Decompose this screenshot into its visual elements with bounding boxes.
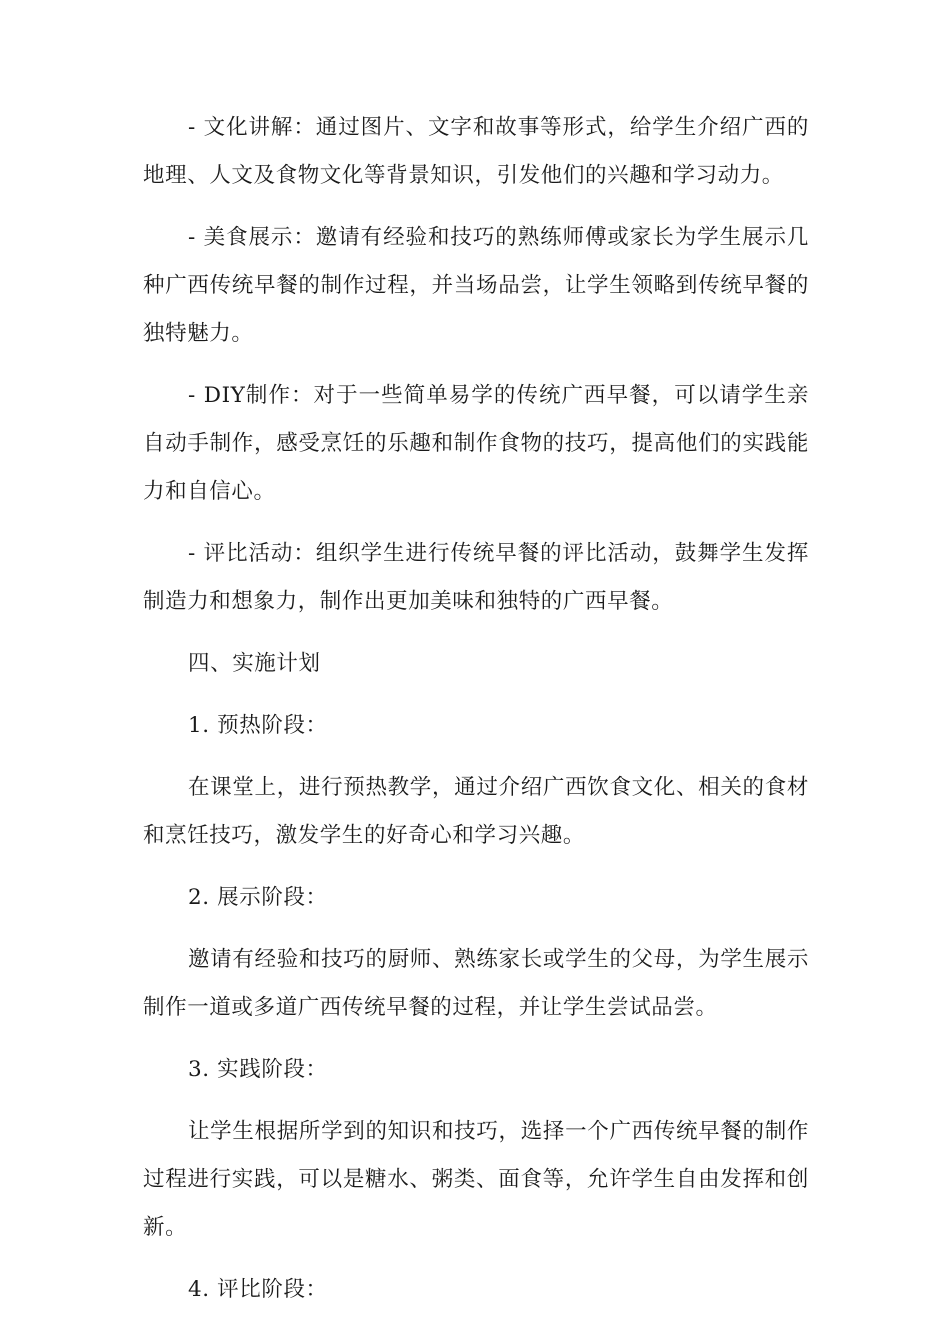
section-heading-implementation: 四、实施计划 — [188, 651, 321, 676]
paragraph-competition: - 评比活动：组织学生进行传统早餐的评比活动，鼓舞学生发挥制造力和想象力，制作出更加美味和独特的广西早餐。 — [143, 541, 809, 614]
paragraph-diy: - DIY制作：对于一些简单易学的传统广西早餐，可以请学生亲自动手制作，感受烹饪的乐趣和制作食物的技巧，提高他们的实践能力和自信心。 — [143, 383, 809, 504]
paragraph-practice: 让学生根据所学到的知识和技巧，选择一个广西传统早餐的制作过程进行实践，可以是糖水、粥类、面食等，允许学生自由发挥和创新。 — [143, 1119, 809, 1240]
paragraph-food-demo: - 美食展示：邀请有经验和技巧的熟练师傅或家长为学生展示几种广西传统早餐的制作过程，并当场品尝，让学生领略到传统早餐的独特魅力。 — [143, 225, 809, 346]
step-heading-practice: 3. 实践阶段： — [188, 1057, 328, 1082]
step-heading-showcase: 2. 展示阶段： — [188, 885, 328, 910]
paragraph-showcase: 邀请有经验和技巧的厨师、熟练家长或学生的父母，为学生展示制作一道或多道广西传统早餐的过程，并让学生尝试品尝。 — [143, 947, 809, 1020]
step-heading-warmup: 1. 预热阶段： — [188, 713, 328, 738]
paragraph-warmup: 在课堂上，进行预热教学，通过介绍广西饮食文化、相关的食材和烹饪技巧，激发学生的好奇心和学习兴趣。 — [143, 775, 809, 848]
paragraph-culture-lecture: - 文化讲解：通过图片、文字和故事等形式，给学生介绍广西的地理、人文及食物文化等背景知识，引发他们的兴趣和学习动力。 — [143, 115, 809, 188]
step-heading-evaluation: 4. 评比阶段： — [188, 1277, 328, 1302]
document-body — [143, 104, 809, 1328]
